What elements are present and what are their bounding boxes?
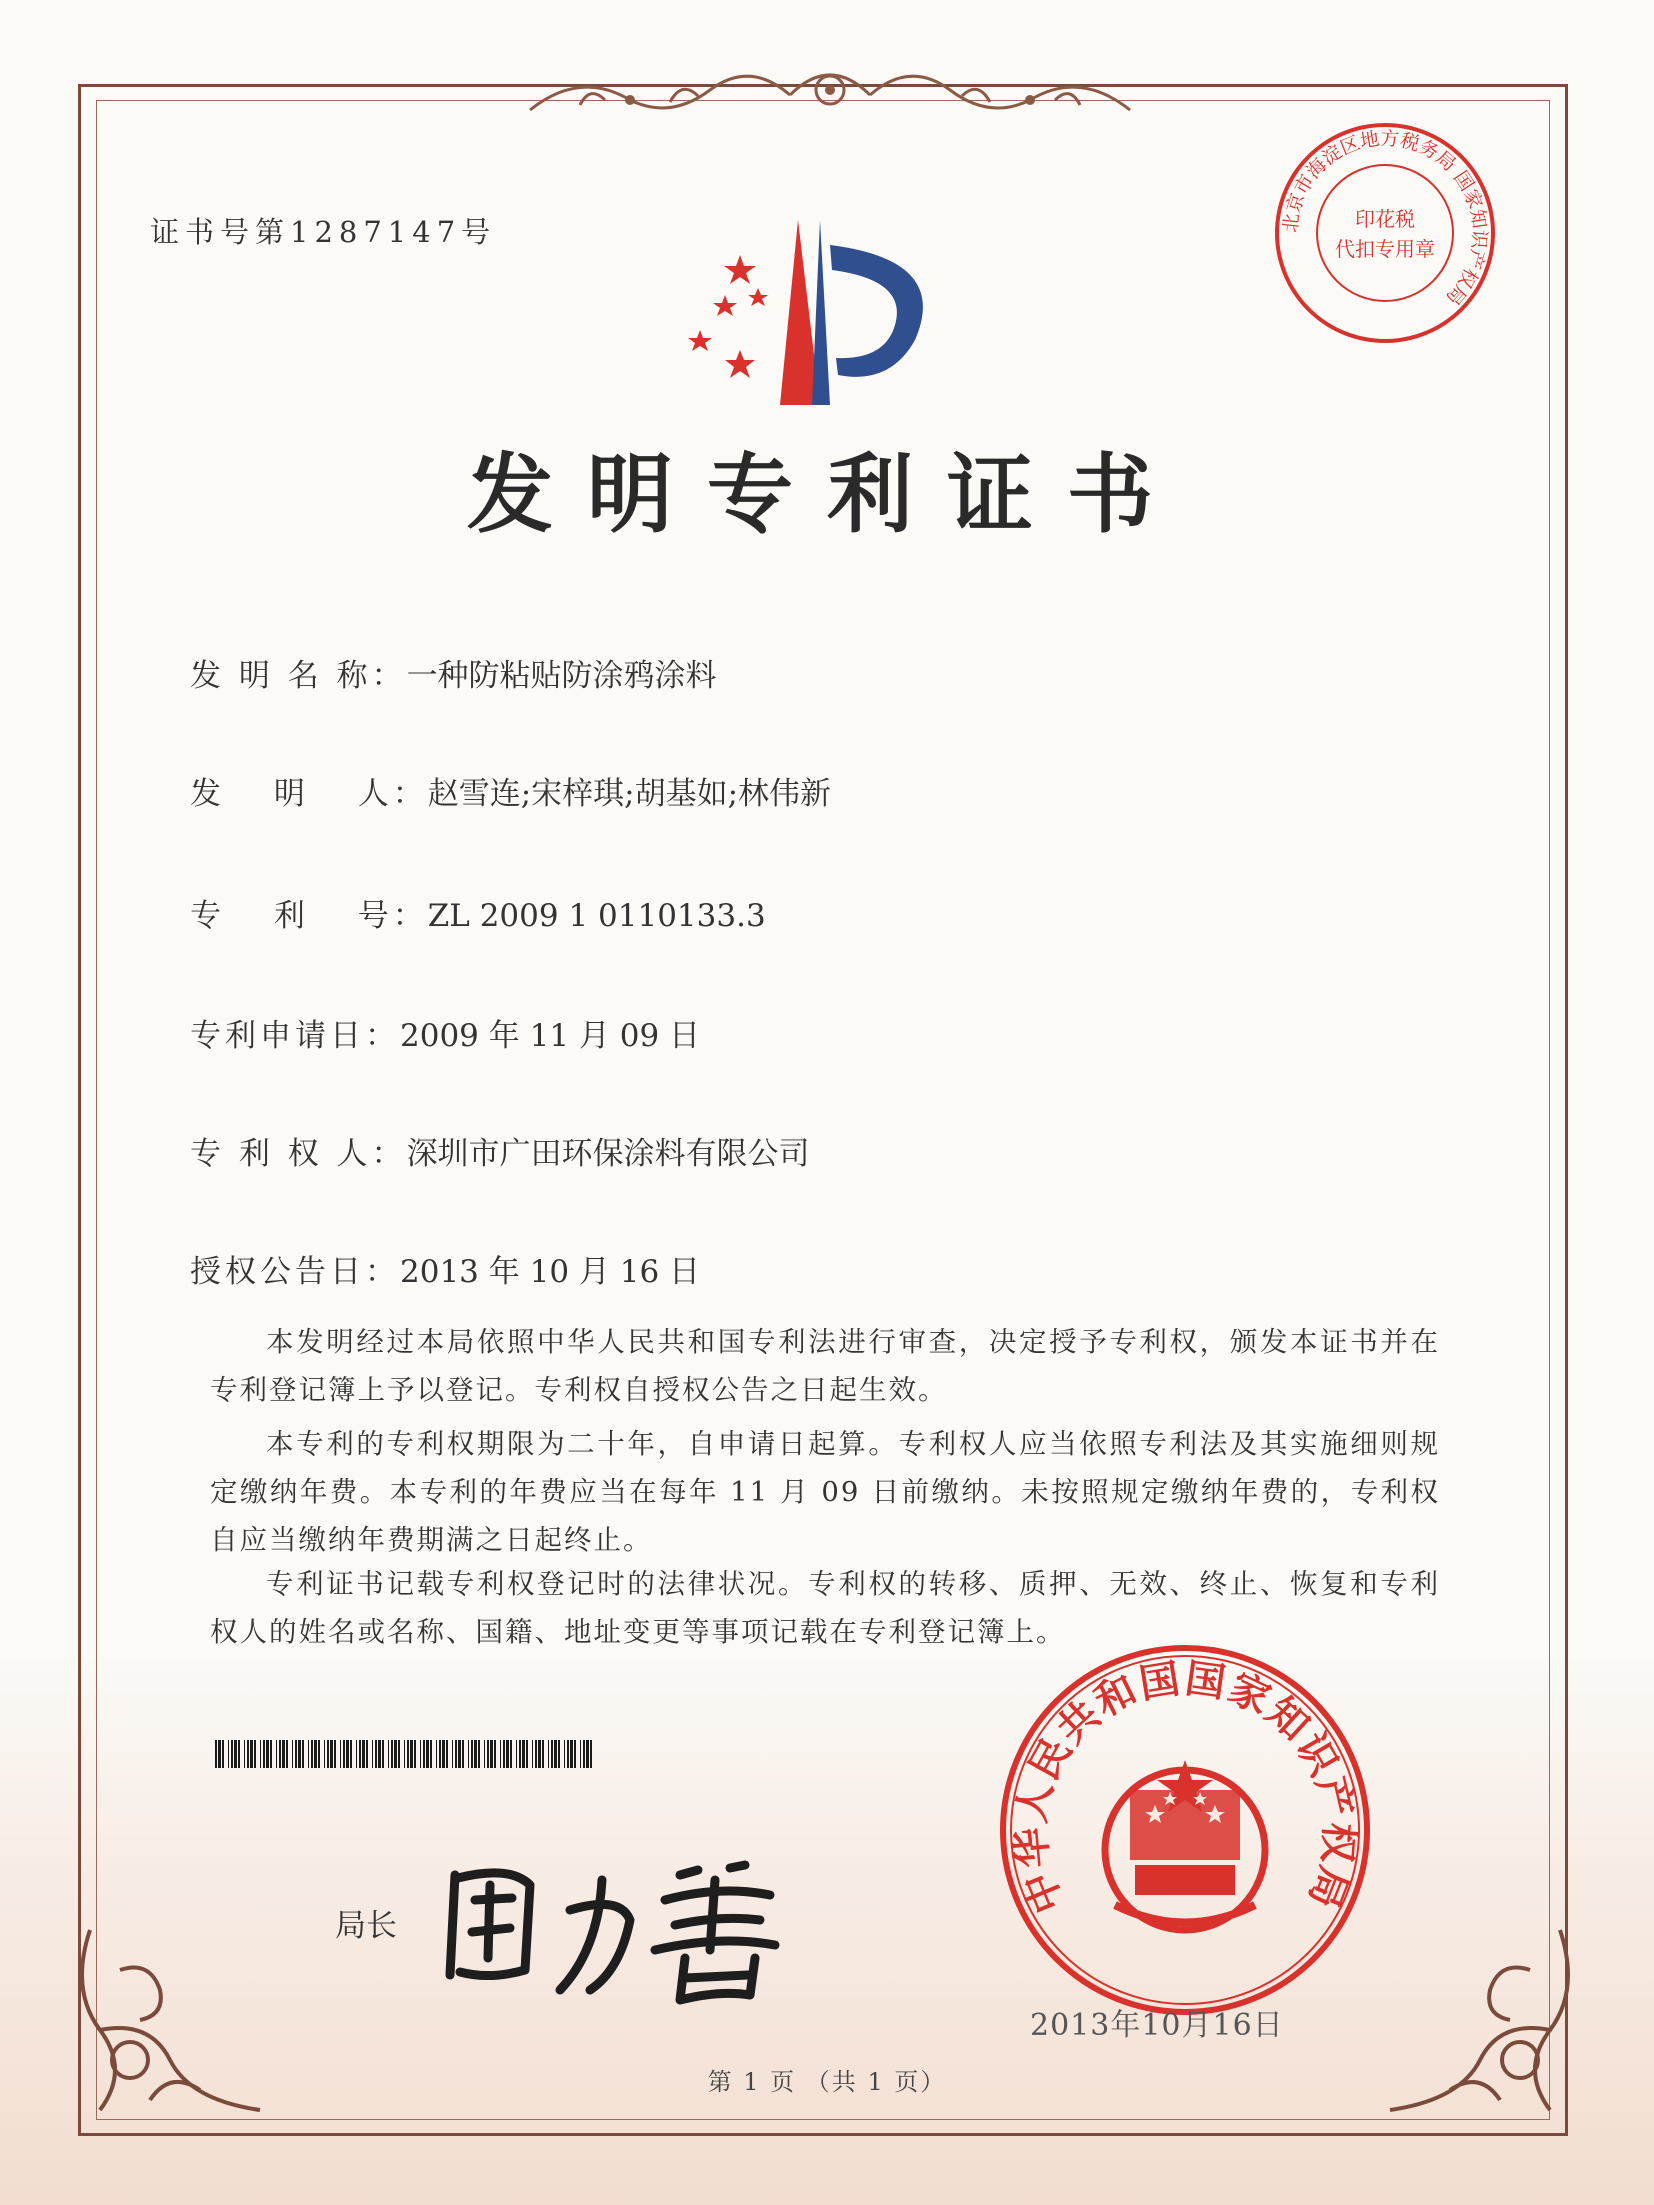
barcode-bar — [439, 1740, 441, 1768]
barcode-bar — [586, 1740, 589, 1768]
paragraph-3: 专利证书记载专利权登记时的法律状况。专利权的转移、质押、无效、终止、恢复和专利权人的姓名或名称、国籍、地址变更等事项记载在专利登记簿上。 — [210, 1568, 1440, 1648]
field-value: 深圳市广田环保涂料有限公司 — [406, 1136, 810, 1172]
barcode-bar — [311, 1740, 313, 1768]
barcode-bar — [574, 1740, 576, 1768]
field-value: 2009 年 11 月 09 日 — [400, 1018, 701, 1054]
barcode-bar — [286, 1740, 288, 1768]
barcode-bar — [567, 1740, 569, 1768]
field-patentee — [190, 1128, 810, 1173]
field-label: 发 明 人： — [190, 776, 428, 812]
barcode-bar — [391, 1740, 393, 1768]
barcode-bar — [503, 1740, 505, 1768]
barcode-bar — [222, 1740, 224, 1768]
barcode-bar — [343, 1740, 345, 1768]
barcode-bar — [468, 1740, 469, 1768]
seal-date: 2013年10月16日 — [1030, 2008, 1284, 2043]
tax-seal-ring-text: 北京市海淀区地方税务局 国家知识产权局 — [1279, 127, 1491, 309]
bottom-left-ornament — [60, 1910, 310, 2160]
barcode-bar — [487, 1740, 489, 1768]
barcode-bar — [474, 1740, 477, 1768]
top-ornament — [520, 50, 1140, 130]
barcode-bar — [590, 1740, 592, 1768]
barcode-bar — [538, 1740, 541, 1768]
barcode-bar — [282, 1740, 285, 1768]
barcode-bar — [478, 1740, 480, 1768]
barcode-bar — [426, 1740, 429, 1768]
barcode-bar — [263, 1740, 265, 1768]
barcode-bar — [535, 1740, 537, 1768]
barcode-bar — [334, 1740, 336, 1768]
barcode-bar — [292, 1740, 293, 1768]
field-label: 专 利 号： — [190, 898, 428, 934]
barcode-bar — [314, 1740, 317, 1768]
seal-ring-text: 中华人民共和国国家知识产权局 — [1007, 1655, 1363, 1920]
barcode-bar — [378, 1740, 381, 1768]
barcode-bar — [302, 1740, 304, 1768]
field-patent-number — [190, 890, 766, 935]
barcode-bar — [295, 1740, 297, 1768]
barcode-bar — [430, 1740, 432, 1768]
barcode-bar — [564, 1740, 565, 1768]
patent-office-emblem — [680, 200, 960, 430]
barcode-bar — [388, 1740, 389, 1768]
barcode-bar — [234, 1740, 237, 1768]
barcode-bar — [260, 1740, 261, 1768]
barcode-bar — [420, 1740, 421, 1768]
barcode-bar — [318, 1740, 320, 1768]
barcode-bar — [298, 1740, 301, 1768]
barcode-bar — [570, 1740, 573, 1768]
barcode-bar — [580, 1740, 581, 1768]
field-value: 2013 年 10 月 16 日 — [400, 1254, 701, 1290]
bottom-right-ornament — [1340, 1910, 1590, 2160]
barcode-bar — [407, 1740, 409, 1768]
barcode-bar — [554, 1740, 557, 1768]
barcode-bar — [410, 1740, 413, 1768]
barcode-bar — [215, 1740, 217, 1768]
barcode-bar — [359, 1740, 361, 1768]
director-label: 局长 — [335, 1908, 397, 1944]
field-label: 发 明 名 称： — [190, 658, 407, 694]
barcode-bar — [279, 1740, 281, 1768]
barcode-bar — [522, 1740, 525, 1768]
field-value: ZL 2009 1 0110133.3 — [427, 898, 766, 934]
barcode-bar — [228, 1740, 229, 1768]
barcode-bar — [324, 1740, 325, 1768]
barcode-bar — [506, 1740, 509, 1768]
field-value: 赵雪连;宋梓琪;胡基如;林伟新 — [427, 776, 832, 812]
barcode-bar — [548, 1740, 549, 1768]
barcode-bar — [414, 1740, 416, 1768]
barcode-bar — [346, 1740, 349, 1768]
barcode-bar — [250, 1740, 253, 1768]
barcode-bar — [266, 1740, 269, 1768]
paragraph-2: 本专利的专利权期限为二十年，自申请日起算。专利权人应当依照专利法及其实施细则规定缴纳年费。本专利的年费应当在每年 11 月 09 日前缴纳。未按照规定缴纳年费的，专利权自应当缴纳年费期满之日起终止。 — [210, 1428, 1440, 1556]
barcode-bar — [330, 1740, 333, 1768]
barcode-bar — [382, 1740, 384, 1768]
barcode-bar — [452, 1740, 453, 1768]
barcode-bar — [404, 1740, 405, 1768]
barcode-bar — [394, 1740, 397, 1768]
director-signature — [430, 1840, 790, 2010]
field-label: 专利申请日： — [190, 1018, 400, 1054]
field-grant-date — [190, 1246, 700, 1291]
barcode-bar — [238, 1740, 240, 1768]
barcode-bar — [356, 1740, 357, 1768]
barcode-bar — [458, 1740, 461, 1768]
field-label: 专 利 权 人： — [190, 1136, 407, 1172]
field-value: 一种防粘贴防涂鸦涂料 — [406, 658, 717, 694]
barcode — [215, 1740, 595, 1768]
field-invention-name — [190, 650, 717, 695]
barcode-bar — [510, 1740, 512, 1768]
tax-seal-line1: 印花税 — [1355, 207, 1415, 231]
certificate-title: 发明专利证书 — [467, 444, 1187, 545]
barcode-bar — [471, 1740, 473, 1768]
barcode-bar — [500, 1740, 501, 1768]
certificate-number: 证书号第1287147号 — [150, 215, 497, 249]
barcode-bar — [436, 1740, 437, 1768]
tax-stamp-seal — [1270, 118, 1500, 348]
barcode-bar — [366, 1740, 368, 1768]
field-application-date — [190, 1010, 700, 1055]
tax-seal-line2: 代扣专用章 — [1335, 237, 1435, 261]
national-ip-office-seal — [995, 1640, 1375, 2020]
barcode-bar — [446, 1740, 448, 1768]
barcode-bar — [490, 1740, 493, 1768]
barcode-bar — [327, 1740, 329, 1768]
barcode-bar — [532, 1740, 533, 1768]
barcode-bar — [244, 1740, 245, 1768]
barcode-bar — [455, 1740, 457, 1768]
page-number: 第 1 页 （共 1 页） — [707, 2068, 947, 2096]
barcode-bar — [519, 1740, 521, 1768]
barcode-bar — [308, 1740, 309, 1768]
barcode-bar — [558, 1740, 560, 1768]
barcode-bar — [218, 1740, 221, 1768]
barcode-bar — [372, 1740, 373, 1768]
paragraph-1: 本发明经过本局依照中华人民共和国专利法进行审查，决定授予专利权，颁发本证书并在专利登记簿上予以登记。专利权自授权公告之日起生效。 — [210, 1326, 1440, 1406]
field-inventors — [190, 768, 831, 813]
barcode-bar — [350, 1740, 352, 1768]
barcode-bar — [442, 1740, 445, 1768]
barcode-bar — [484, 1740, 485, 1768]
barcode-bar — [276, 1740, 277, 1768]
barcode-bar — [375, 1740, 377, 1768]
national-emblem-icon — [1105, 1760, 1265, 1930]
barcode-bar — [362, 1740, 365, 1768]
barcode-bar — [494, 1740, 496, 1768]
barcode-bar — [516, 1740, 517, 1768]
barcode-bar — [583, 1740, 585, 1768]
barcode-bar — [254, 1740, 256, 1768]
barcode-bar — [340, 1740, 341, 1768]
barcode-bar — [526, 1740, 528, 1768]
barcode-bar — [231, 1740, 233, 1768]
barcode-bar — [462, 1740, 464, 1768]
barcode-bar — [398, 1740, 400, 1768]
field-label: 授权公告日： — [190, 1254, 400, 1290]
barcode-bar — [270, 1740, 272, 1768]
barcode-bar — [423, 1740, 425, 1768]
barcode-bar — [542, 1740, 544, 1768]
barcode-bar — [247, 1740, 249, 1768]
barcode-bar — [551, 1740, 553, 1768]
